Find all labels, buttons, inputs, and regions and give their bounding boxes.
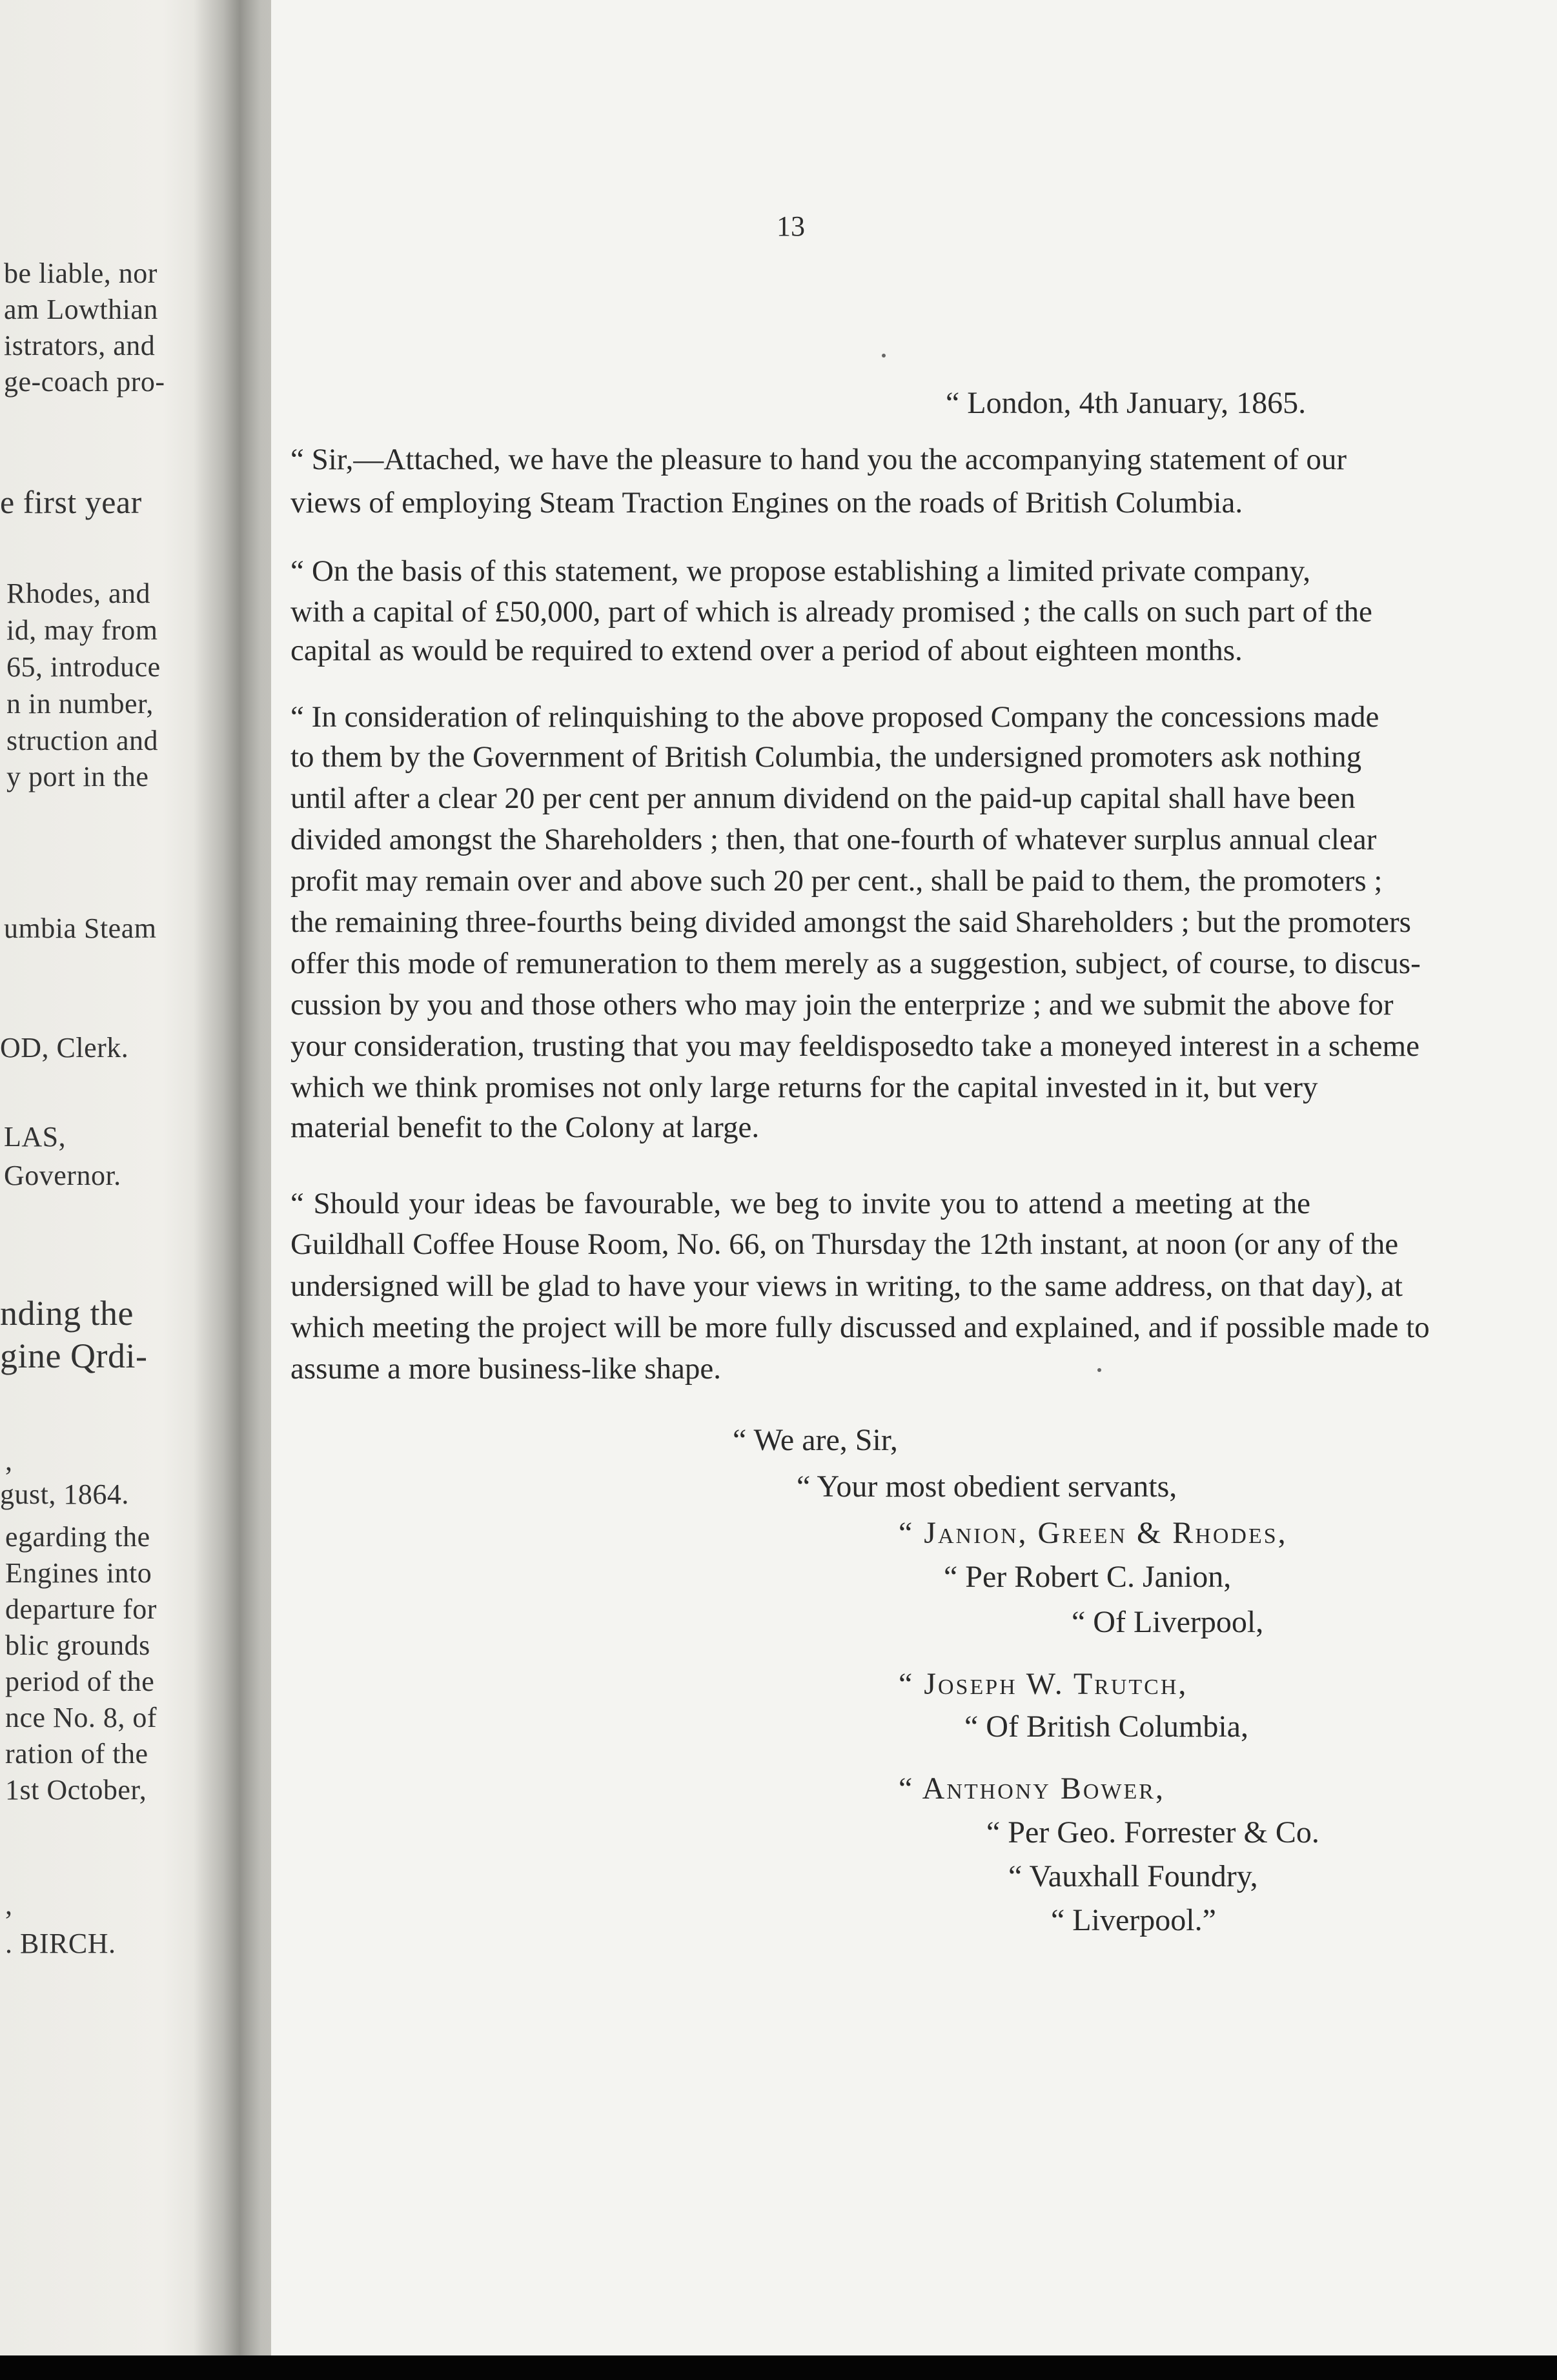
letter-body-line: assume a more business-like shape. (290, 1352, 721, 1386)
left-page-fragment: Governor. (4, 1160, 121, 1191)
left-page-fragment: 65, introduce (6, 651, 161, 683)
letter-body-line: undersigned will be glad to have your views in writing, to the same address, on that day), at (290, 1269, 1403, 1303)
left-page-fragment: e first year (0, 484, 142, 520)
left-page-fragment: struction and (6, 725, 159, 756)
signatory-detail: “ Of Liverpool, (1072, 1605, 1264, 1639)
letter-body-line: divided amongst the Shareholders ; then, that one-fourth of whatever surplus annual clear (290, 823, 1377, 856)
signatory-detail: “ Liverpool.” (1051, 1903, 1216, 1937)
main-page (271, 0, 1557, 2355)
letter-body-line: which meeting the project will be more fully discussed and explained, and if possible made to (290, 1311, 1430, 1344)
letter-body-line: material benefit to the Colony at large. (290, 1111, 760, 1144)
signatory-detail: “ Vauxhall Foundry, (1008, 1859, 1258, 1893)
signatory-name: “ Joseph W. Trutch, (899, 1667, 1188, 1701)
signatory-detail: “ Per Robert C. Janion, (944, 1560, 1232, 1594)
letter-body-line: “ On the basis of this statement, we propose establishing a limited private company, (290, 554, 1310, 588)
print-speck (882, 354, 886, 358)
left-page-fragment: ration of the (5, 1738, 148, 1770)
letter-body-line: views of employing Steam Traction Engines on the roads of British Columbia. (290, 486, 1243, 519)
letter-body-line: with a capital of £50,000, part of which is already promised ; the calls on such part of the (290, 595, 1372, 629)
left-page-fragment: ge-coach pro- (4, 366, 165, 398)
left-page-fragment: umbia Steam (4, 913, 157, 944)
letter-body-line: offer this mode of remuneration to them merely as a suggestion, subject, of course, to discus- (290, 947, 1421, 980)
book-gutter-shadow (194, 0, 278, 2355)
left-page-fragment: nding the (0, 1294, 134, 1333)
scan-bottom-edge (0, 2355, 1557, 2380)
left-page-fragment: , (5, 1445, 13, 1477)
left-page-fragment: blic grounds (5, 1629, 150, 1661)
left-page-fragment: period of the (5, 1666, 155, 1697)
left-page-fragment: Engines into (5, 1557, 152, 1589)
signatory-name: “ Anthony Bower, (899, 1771, 1165, 1806)
letter-body-line: which we think promises not only large returns for the capital invested in it, but very (290, 1071, 1318, 1104)
left-page-fragment: id, may from (6, 614, 158, 646)
letter-dateline: “ London, 4th January, 1865. (946, 386, 1307, 420)
letter-body-line: to them by the Government of British Columbia, the undersigned promoters ask nothing (290, 740, 1362, 774)
left-page-fragment: be liable, nor (4, 257, 158, 289)
left-page-fragment: LAS, (4, 1121, 66, 1153)
left-page-fragment: . BIRCH. (5, 1928, 116, 1959)
signatory-detail: “ Of British Columbia, (964, 1709, 1248, 1744)
left-page-fragment: , (5, 1889, 13, 1921)
letter-body-line: your consideration, trusting that you may feeldisposedto take a moneyed interest in a scheme (290, 1029, 1420, 1063)
left-page-fragment: egarding the (5, 1521, 150, 1553)
letter-body-line: capital as would be required to extend over a period of about eighteen months. (290, 634, 1243, 667)
letter-body-line: the remaining three-fourths being divided amongst the said Shareholders ; but the promoters (290, 905, 1411, 939)
left-page-fragment: istrators, and (4, 330, 156, 361)
letter-body-line: cussion by you and those others who may join the enterprize ; and we submit the above for (290, 988, 1394, 1022)
left-page-fragment: departure for (5, 1593, 157, 1625)
signatory-detail: “ Per Geo. Forrester & Co. (986, 1815, 1319, 1850)
letter-valediction: “ Your most obedient servants, (797, 1469, 1177, 1504)
left-page-fragment: gust, 1864. (0, 1478, 129, 1510)
letter-body-line: “ Sir,—Attached, we have the pleasure to hand you the accompanying statement of our (290, 443, 1347, 476)
left-page-fragment: am Lowthian (4, 294, 158, 325)
letter-salutation: “ We are, Sir, (733, 1423, 898, 1457)
left-page-fragment: Rhodes, and (6, 578, 151, 609)
letter-body-line: “ In consideration of relinquishing to the above proposed Company the concessions made (290, 700, 1379, 734)
left-page-fragment: 1st October, (5, 1774, 147, 1806)
letter-body-line: until after a clear 20 per cent per annum dividend on the paid-up capital shall have been (290, 782, 1356, 815)
letter-body-line: “ Should your ideas be favourable, we beg to invite you to attend a meeting at the (290, 1187, 1310, 1220)
left-page-fragment: OD, Clerk. (0, 1032, 129, 1064)
letter-body-line: Guildhall Coffee House Room, No. 66, on Thursday the 12th instant, at noon (or any of the (290, 1227, 1399, 1261)
letter-body-line: profit may remain over and above such 20 per cent., shall be paid to them, the promoters ; (290, 864, 1383, 898)
page-number: 13 (777, 210, 805, 242)
left-page-fragment: gine Qrdi- (0, 1336, 148, 1375)
left-page-fragment: n in number, (6, 688, 154, 720)
left-page-fragment: nce No. 8, of (5, 1702, 157, 1733)
left-page-fragment: y port in the (6, 761, 149, 792)
signatory-name: “ Janion, Green & Rhodes, (899, 1516, 1288, 1550)
